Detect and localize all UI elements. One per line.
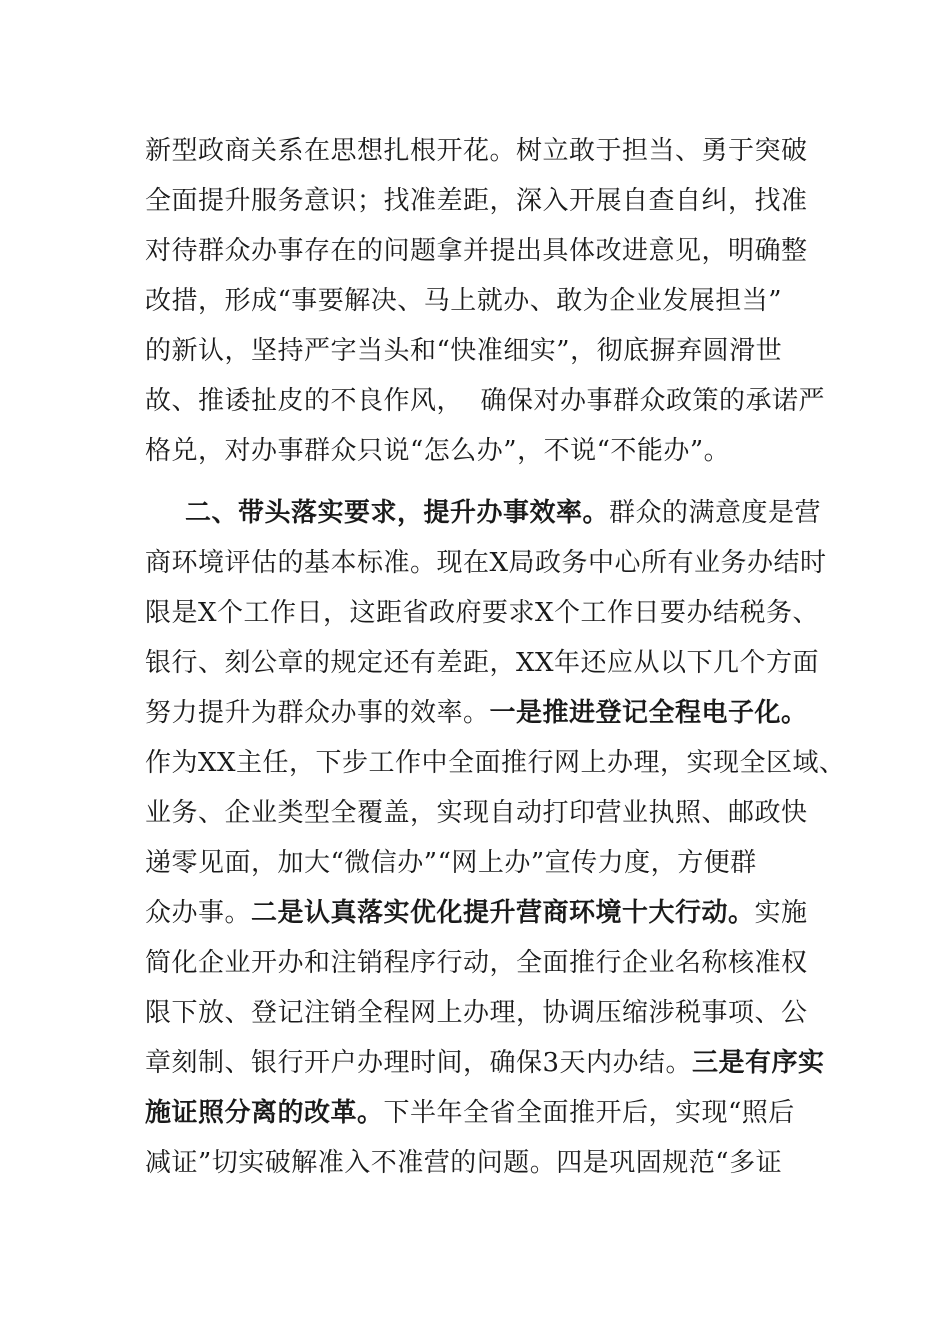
text-line [145,1038,825,1088]
bold-point: 施证照分离的改革。 [145,1098,384,1128]
text-line: 限是X个工作日，这距省政府要求X个工作日要办结税务、 [145,598,820,628]
text-line [145,888,825,938]
bold-point: 一是推进登记全程电子化。 [489,698,808,728]
text-span: 下半年全省全面推开后，实现“照后 [383,1098,795,1128]
text-line: 递零见面，加大“微信办”“网上办”宣传力度，方便群 [145,848,757,878]
text-span: 实施 [754,898,808,928]
text-line: 减证”切实破解准入不准营的问题。四是巩固规范“多证 [145,1148,783,1178]
text-line [145,688,825,738]
text-line: 简化企业开办和注销程序行动，全面推行企业名称核准权 [145,948,808,978]
text-line: 全面提升服务意识；找准差距，深入开展自查自纠，找准 [145,186,808,216]
text-span: 努力提升为群众办事的效率。 [145,698,490,728]
paragraph-1 [145,126,825,476]
document-page [145,126,846,1188]
text-line: 格兑，对办事群众只说“怎么办”，不说“不能办”。 [145,436,731,466]
text-line: 新型政商关系在思想扎根开花。树立敢于担当、勇于突破 [145,136,808,166]
text-span: 章刻制、银行开户办理时间，确保3天内办结。 [145,1048,693,1078]
text-line: 对待群众办事存在的问题拿并提出具体改进意见，明确整 [145,236,808,266]
text-line: 银行、刻公章的规定还有差距，XX年还应从以下几个方面 [145,648,820,678]
text-line: 改措，形成“事要解决、马上就办、敢为企业发展担当” [145,286,783,316]
text-line: 作为XX主任，下步工作中全面推行网上办理，实现全区域、 [145,748,846,778]
text-line [145,488,825,538]
text-line: 故、推诿扯皮的不良作风， 确保对办事群众政策的承诺严 [145,386,826,416]
section-heading: 二、带头落实要求，提升办事效率。 [185,498,610,528]
text-span: 群众的满意度是营 [609,498,822,528]
paragraph-2 [145,488,846,1188]
text-line [145,1088,825,1138]
text-line: 限下放、登记注销全程网上办理，协调压缩涉税事项、公 [145,998,808,1028]
bold-point: 三是有序实 [692,1048,825,1078]
text-line: 商环境评估的基本标准。现在X局政务中心所有业务办结时 [145,548,827,578]
bold-point: 二是认真落实优化提升营商环境十大行动。 [251,898,755,928]
text-line: 业务、企业类型全覆盖，实现自动打印营业执照、邮政快 [145,798,808,828]
text-span: 众办事。 [145,898,252,928]
text-line: 的新认，坚持严字当头和“快准细实”，彻底摒弃圆滑世 [145,336,783,366]
